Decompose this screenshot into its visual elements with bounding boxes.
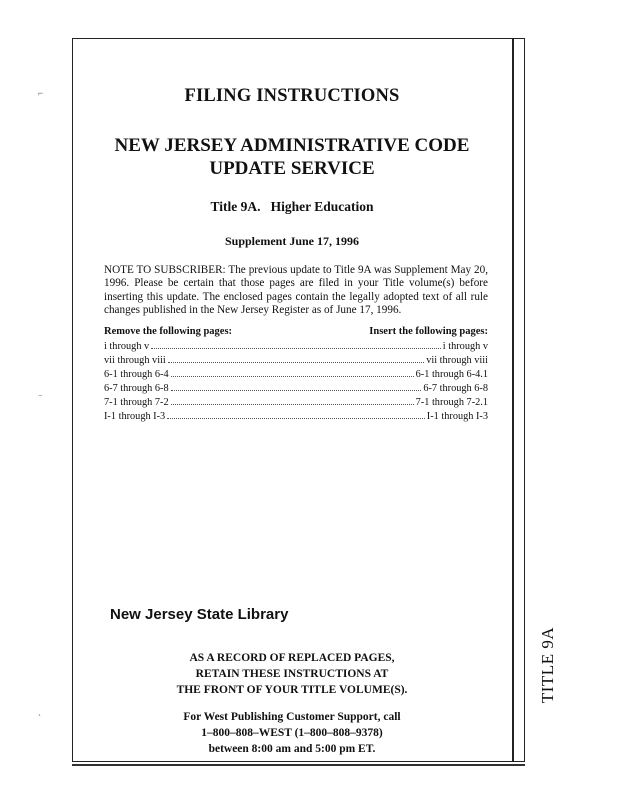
code-heading-line1: NEW JERSEY ADMINISTRATIVE CODE [114, 135, 470, 156]
page-row [104, 354, 488, 368]
title-tab [528, 620, 568, 710]
support-line3: between 8:00 am and 5:00 pm ET. [208, 743, 376, 755]
record-line2: RETAIN THESE INSTRUCTIONS AT [195, 668, 389, 680]
subscriber-note: NOTE TO SUBSCRIBER: The previous update to Title 9A was Supplement May 20, 1996. Please be certain that those pages are filed in your Title volume(s) before inserting this update. The enclosed pages contain the legally adopted text of all rule changes published in the New Jersey Register as of June 17, 1996. [104, 264, 488, 317]
title-tab-label: TITLE 9A [538, 626, 557, 704]
insert-pages: 7-1 through 7-2.1 [415, 397, 488, 408]
record-line3: THE FRONT OF YOUR TITLE VOLUME(S). [176, 684, 408, 696]
leader-dots [171, 368, 414, 377]
leader-dots [167, 410, 425, 419]
leader-dots [171, 396, 414, 405]
insert-pages: vii through viii [426, 355, 488, 366]
code-heading [72, 134, 512, 180]
scan-mark: ⌐ [38, 88, 44, 98]
remove-pages: I-1 through I-3 [104, 411, 166, 422]
supplement-line: Supplement June 17, 1996 [224, 234, 360, 248]
remove-header: Remove the following pages: [104, 326, 233, 337]
insert-pages: I-1 through I-3 [426, 411, 488, 422]
remove-pages: 6-7 through 6-8 [104, 383, 169, 394]
record-line1: AS A RECORD OF REPLACED PAGES, [189, 652, 395, 664]
support-line1: For West Publishing Customer Support, call [183, 711, 401, 723]
document-body [72, 38, 512, 762]
filing-heading: FILING INSTRUCTIONS [184, 86, 400, 106]
insert-pages: 6-7 through 6-8 [423, 383, 488, 394]
insert-pages: i through v [442, 341, 488, 352]
remove-pages: i through v [104, 341, 150, 352]
remove-pages: 7-1 through 7-2 [104, 397, 169, 408]
page-row [104, 368, 488, 382]
page-row [104, 382, 488, 396]
bottom-rule [72, 764, 525, 766]
leader-dots [151, 340, 441, 349]
support-notice [72, 709, 512, 757]
insert-header: Insert the following pages: [369, 326, 488, 337]
library-stamp: New Jersey State Library [110, 606, 289, 623]
scan-mark: ⁻ [38, 392, 43, 402]
code-heading-line2: UPDATE SERVICE [209, 158, 375, 179]
remove-pages: 6-1 through 6-4 [104, 369, 169, 380]
tab-divider-line [512, 38, 514, 762]
insert-pages: 6-1 through 6-4.1 [415, 369, 488, 380]
leader-dots [168, 354, 424, 363]
record-notice [72, 650, 512, 698]
page-row [104, 396, 488, 410]
remove-pages: vii through viii [104, 355, 166, 366]
page-row [104, 340, 488, 354]
title-line: Title 9A. Higher Education [210, 199, 374, 214]
leader-dots [171, 382, 422, 391]
page-row [104, 410, 488, 424]
support-line2: 1–800–808–WEST (1–800–808–9378) [201, 727, 383, 739]
scan-mark: ˎ [38, 706, 41, 716]
